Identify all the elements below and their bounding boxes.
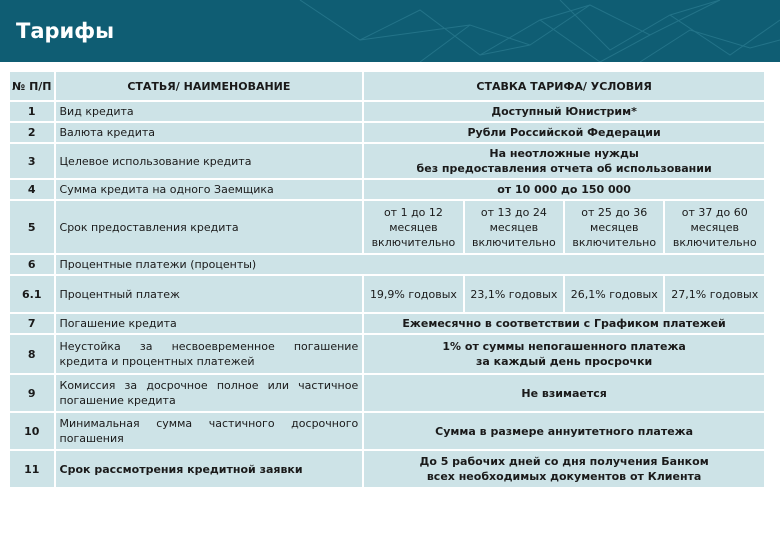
table-header-row: [10, 72, 764, 100]
term-cell: от 25 до 36 месяцев включительно: [565, 201, 663, 253]
tariff-table: [8, 70, 766, 489]
row-name: Сумма кредита на одного Заемщика: [56, 180, 363, 199]
row-value-line: 1% от суммы непогашенного платежа: [442, 340, 686, 353]
table-row: [10, 335, 764, 373]
row-num: 6: [10, 255, 54, 274]
row-name: [56, 413, 363, 449]
row-value: [364, 451, 764, 487]
row-name-line: Комиссия за досрочное полное или частичное: [59, 379, 359, 392]
table-row: [10, 276, 764, 312]
table-row: [10, 102, 764, 121]
row-value-line: без предоставления отчета об использовании: [416, 162, 712, 175]
row-name-line: погашение кредита: [59, 394, 176, 407]
row-name: Срок рассмотрения кредитной заявки: [56, 451, 363, 487]
rate-cell: 27,1% годовых: [665, 276, 764, 312]
table-row: [10, 451, 764, 487]
row-name: [56, 335, 363, 373]
table-row: [10, 255, 764, 274]
header-pattern-decoration: [0, 0, 780, 62]
row-value: Не взимается: [364, 375, 764, 411]
row-name: Вид кредита: [56, 102, 363, 121]
table-row: [10, 375, 764, 411]
header-value: СТАВКА ТАРИФА/ УСЛОВИЯ: [364, 72, 764, 100]
header-num: № П/П: [10, 72, 54, 100]
row-value: Ежемесячно в соответствии с Графиком платежей: [364, 314, 764, 333]
table-row: [10, 144, 764, 178]
row-num: 8: [10, 335, 54, 373]
row-name: Процентный платеж: [56, 276, 363, 312]
rate-cell: 23,1% годовых: [465, 276, 563, 312]
row-value-line: На неотложные нужды: [489, 147, 639, 160]
row-num: 3: [10, 144, 54, 178]
row-name-line: Неустойка за несвоевременное погашение: [59, 340, 359, 353]
row-value-line: за каждый день просрочки: [475, 355, 653, 368]
row-value: [364, 335, 764, 373]
table-row: [10, 123, 764, 142]
term-cell: от 13 до 24 месяцев включительно: [465, 201, 563, 253]
row-name-line: погашения: [59, 432, 124, 445]
row-name-line: Минимальная сумма частичного досрочного: [59, 417, 359, 430]
rate-cell: 26,1% годовых: [565, 276, 663, 312]
slide-header: [0, 0, 780, 62]
row-num: 1: [10, 102, 54, 121]
row-value: Рубли Российской Федерации: [364, 123, 764, 142]
term-cell: от 1 до 12 месяцев включительно: [364, 201, 462, 253]
row-value: Сумма в размере аннуитетного платежа: [364, 413, 764, 449]
row-name: Процентные платежи (проценты): [56, 255, 764, 274]
term-cell: от 37 до 60 месяцев включительно: [665, 201, 764, 253]
table-row: [10, 201, 764, 253]
row-name: Погашение кредита: [56, 314, 363, 333]
row-num: 11: [10, 451, 54, 487]
row-value-line: До 5 рабочих дней со дня получения Банком: [419, 455, 709, 468]
row-num: 10: [10, 413, 54, 449]
row-name: Валюта кредита: [56, 123, 363, 142]
table-row: [10, 314, 764, 333]
row-name: Срок предоставления кредита: [56, 201, 363, 253]
row-name-line: кредита и процентных платежей: [59, 355, 255, 368]
row-name: Целевое использование кредита: [56, 144, 363, 178]
row-value-line: всех необходимых документов от Клиента: [426, 470, 702, 483]
row-num: 9: [10, 375, 54, 411]
row-value: Доступный Юнистрим*: [364, 102, 764, 121]
page-title: Тарифы: [16, 19, 115, 43]
row-num: 2: [10, 123, 54, 142]
row-name: [56, 375, 363, 411]
table-row: [10, 180, 764, 199]
table-row: [10, 413, 764, 449]
row-num: 7: [10, 314, 54, 333]
header-name: СТАТЬЯ/ НАИМЕНОВАНИЕ: [56, 72, 363, 100]
row-value: от 10 000 до 150 000: [364, 180, 764, 199]
row-num: 5: [10, 201, 54, 253]
row-num: 6.1: [10, 276, 54, 312]
rate-cell: 19,9% годовых: [364, 276, 462, 312]
row-value: [364, 144, 764, 178]
row-num: 4: [10, 180, 54, 199]
